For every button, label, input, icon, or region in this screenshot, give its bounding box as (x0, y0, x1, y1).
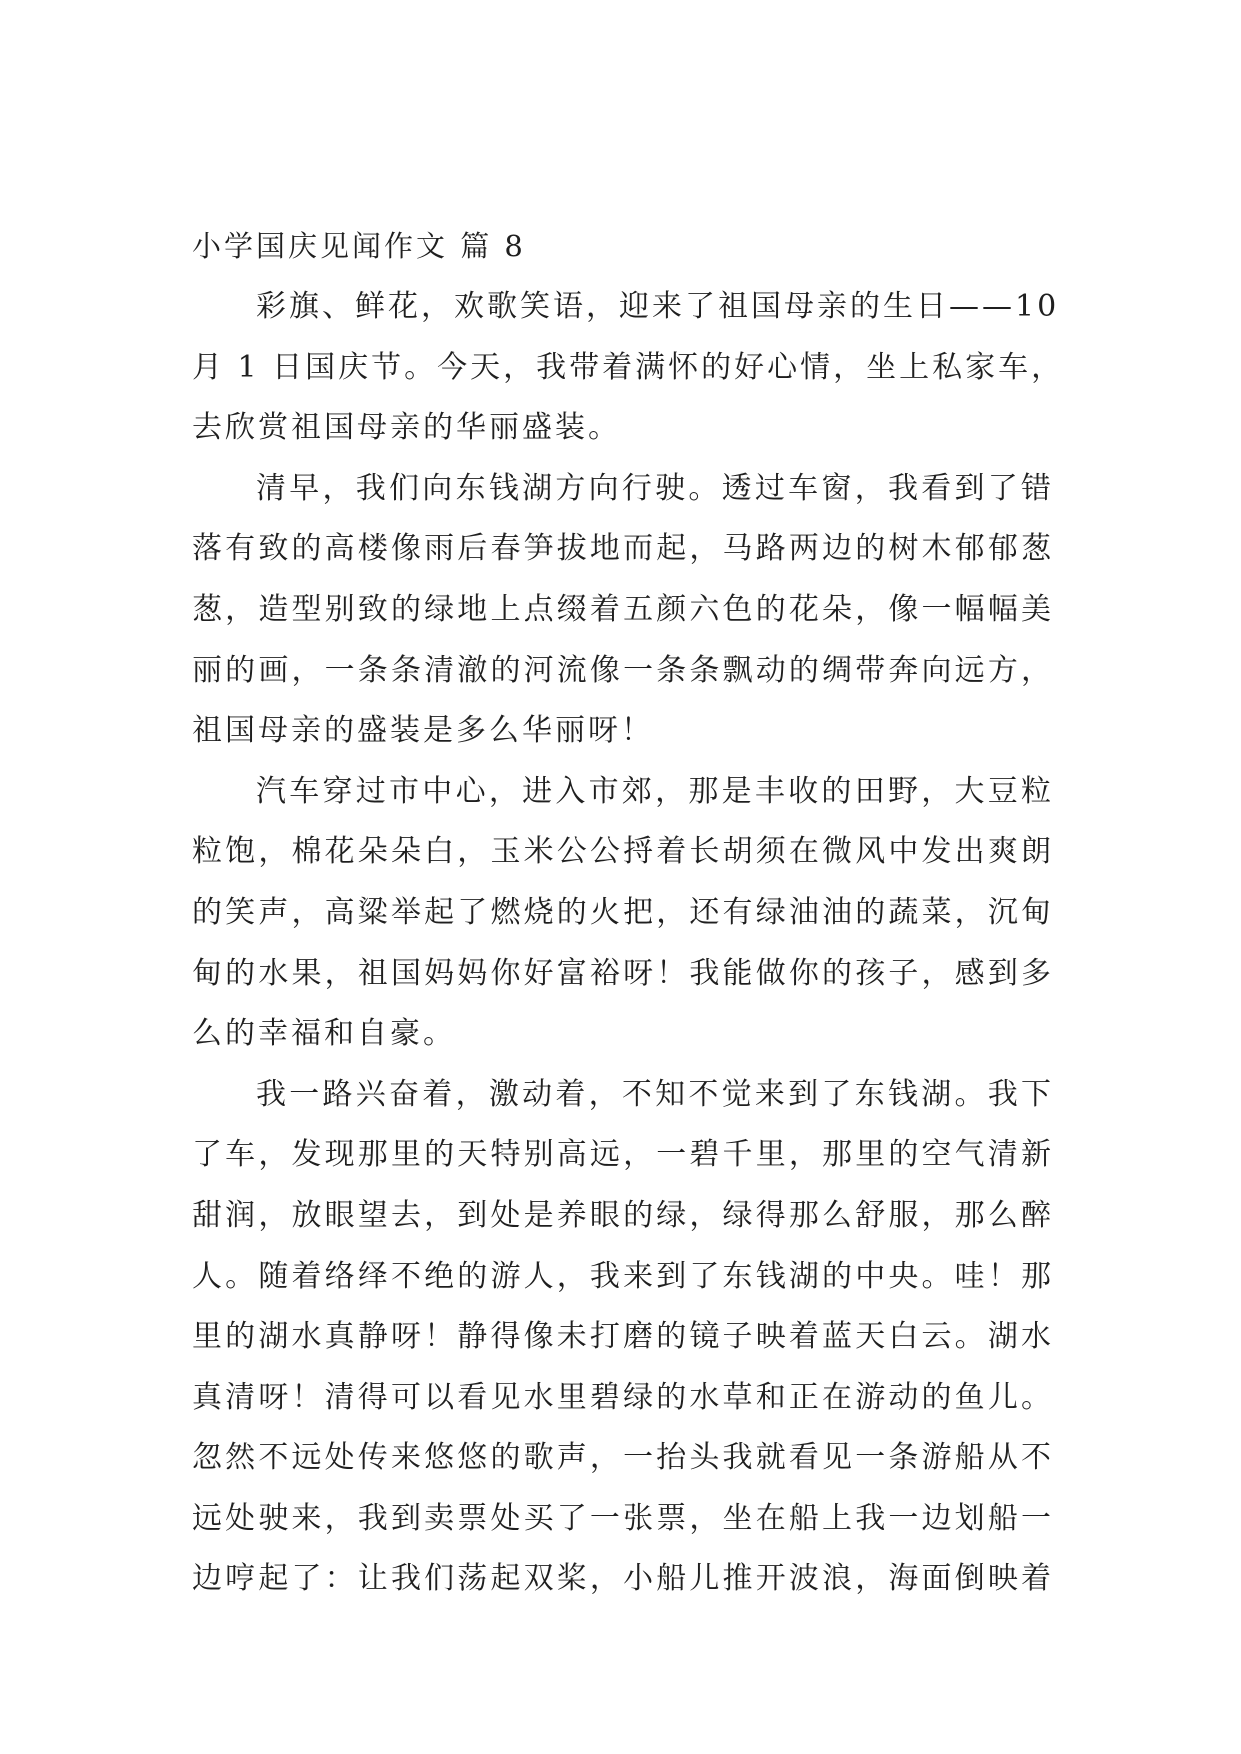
essay-title: 小学国庆见闻作文 篇 8 (192, 229, 526, 263)
text-line-para-3-start: 汽车穿过市中心，进入市郊，那是丰收的田野，大豆粒 (256, 773, 1054, 809)
text-line: 粒饱，棉花朵朵白，玉米公公捋着长胡须在微风中发出爽朗 (192, 834, 1054, 870)
text-line-para-2-end: 祖国母亲的盛装是多么华丽呀！ (192, 713, 654, 749)
text-line: 甜润，放眼望去，到处是养眼的绿，绿得那么舒服，那么醉 (192, 1197, 1054, 1233)
text-line: 月 1 日国庆节。今天，我带着满怀的好心情，坐上私家车， (192, 349, 1065, 385)
text-line-para-1-end: 去欣赏祖国母亲的华丽盛装。 (192, 410, 621, 446)
text-line: 人。随着络绎不绝的游人，我来到了东钱湖的中央。哇！那 (192, 1258, 1054, 1294)
text-line: 远处驶来，我到卖票处买了一张票，坐在船上我一边划船一 (192, 1500, 1054, 1536)
text-line: 落有致的高楼像雨后春笋拔地而起，马路两边的树木郁郁葱 (192, 531, 1054, 567)
text-line: 甸的水果，祖国妈妈你好富裕呀！我能做你的孩子，感到多 (192, 955, 1054, 991)
text-line: 真清呀！清得可以看见水里碧绿的水草和正在游动的鱼儿。 (192, 1379, 1054, 1415)
text-line-para-3-end: 么的幸福和自豪。 (192, 1016, 456, 1052)
text-line: 丽的画，一条条清澈的河流像一条条飘动的绸带奔向远方， (192, 652, 1054, 688)
text-line: 边哼起了：让我们荡起双桨，小船儿推开波浪，海面倒映着 (192, 1561, 1054, 1597)
essay-body (192, 216, 1065, 1610)
text-line: 了车，发现那里的天特别高远，一碧千里，那里的空气清新 (192, 1137, 1054, 1173)
text-line-para-4-start: 我一路兴奋着，激动着，不知不觉来到了东钱湖。我下 (256, 1076, 1054, 1112)
text-line-para-2-start: 清早，我们向东钱湖方向行驶。透过车窗，我看到了错 (256, 470, 1054, 506)
text-line: 葱，造型别致的绿地上点缀着五颜六色的花朵，像一幅幅美 (192, 591, 1054, 627)
text-line-para-1-start: 彩旗、鲜花，欢歌笑语，迎来了祖国母亲的生日——10 (256, 289, 1060, 324)
text-line: 忽然不远处传来悠悠的歌声，一抬头我就看见一条游船从不 (192, 1440, 1054, 1476)
text-line: 里的湖水真静呀！静得像未打磨的镜子映着蓝天白云。湖水 (192, 1319, 1054, 1355)
text-line: 的笑声，高粱举起了燃烧的火把，还有绿油油的蔬菜，沉甸 (192, 894, 1054, 930)
